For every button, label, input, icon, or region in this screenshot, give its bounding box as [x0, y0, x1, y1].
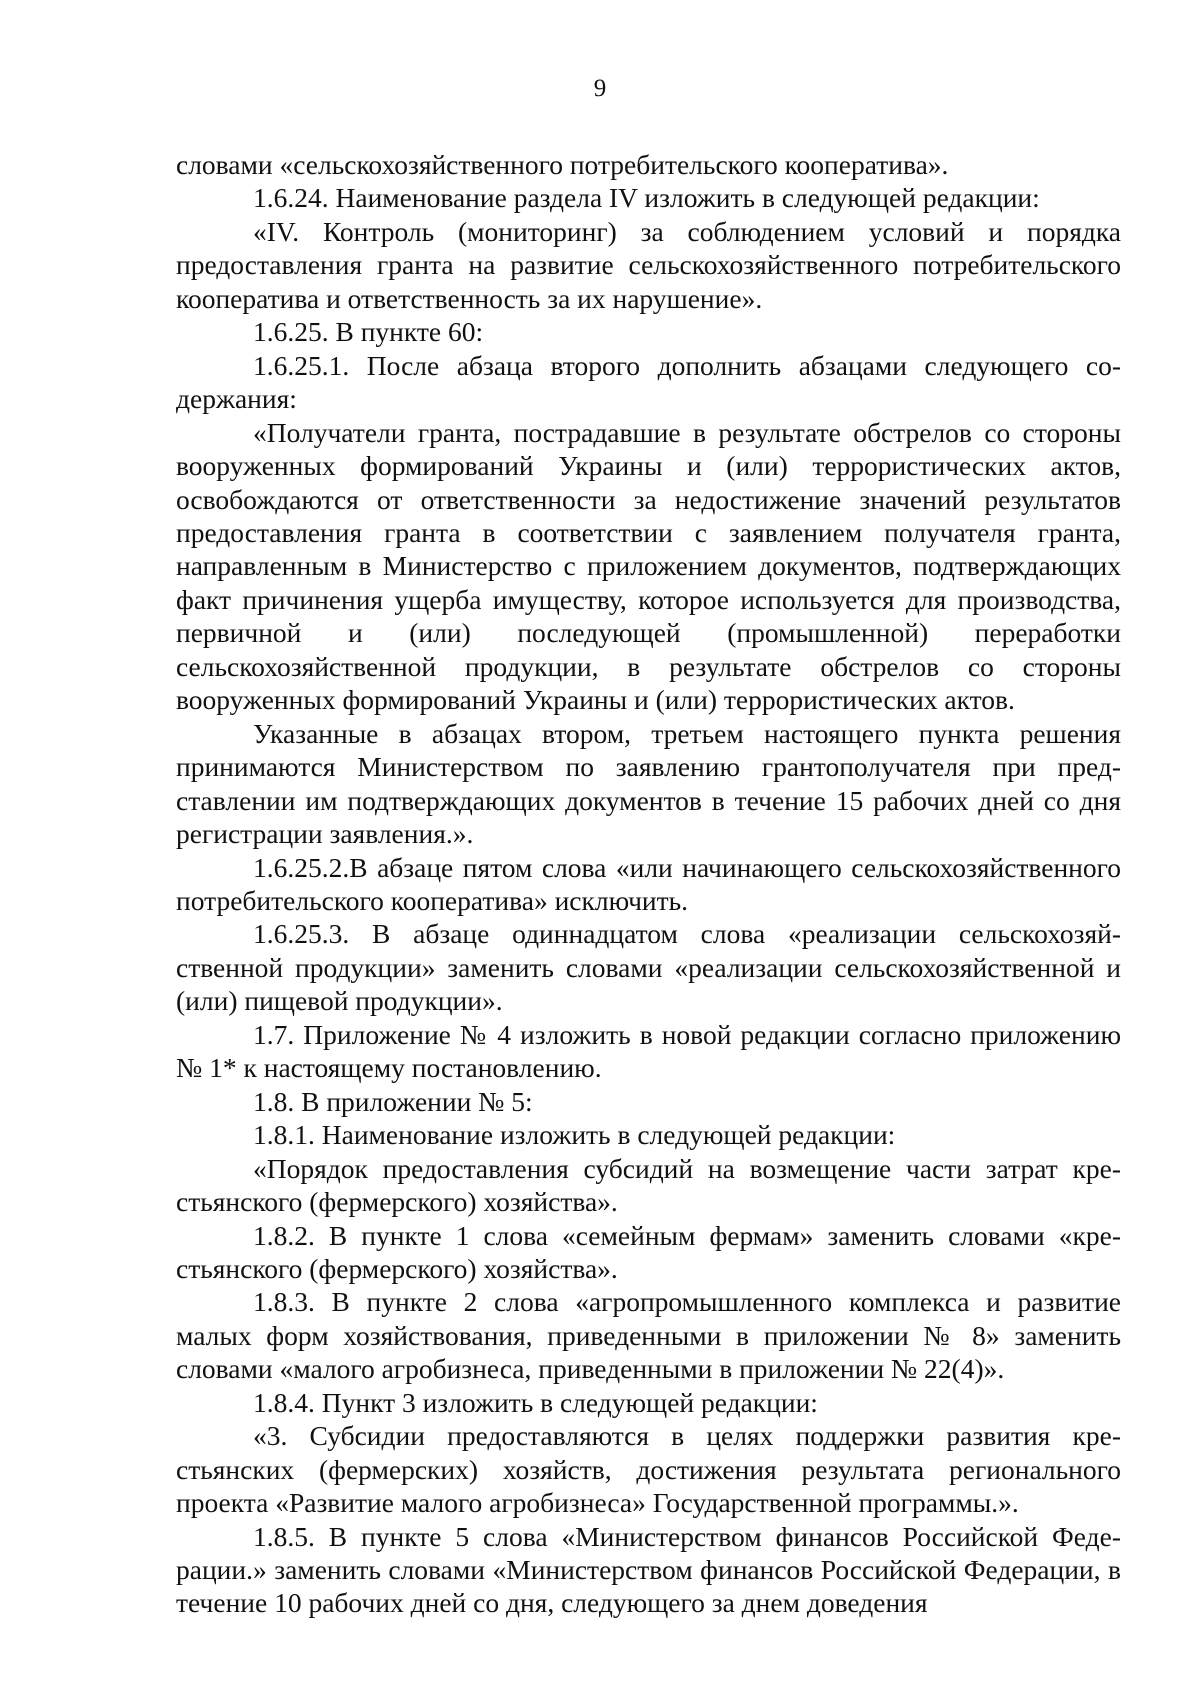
paragraph: «Получатели гранта, пострадавшие в результате обстрелов со стороны вооруженных формирований Украины и (или) террористических актов, освобождаются от ответственности за недостижение значений результатов предоставления гранта в соответствии с заявлением получателя гранта, направленным в Министерство с приложением документов, подтверждающих факт причинения ущерба имуществу, которое используется для производства, первичной и (или) последующей (промышленной) переработки сельскохозяйственной продукции, в результате обстрелов со стороны вооруженных формирований Украины и (или) террористических актов.: [176, 416, 1121, 716]
paragraph: 1.8. В приложении № 5:: [253, 1085, 533, 1117]
paragraph: 1.8.3. В пункте 2 слова «агропромышленного комплекса и развитие малых форм хозяйствования, приведенными в приложении № 8» заменить словами «малого агробизнеса, приведенными в приложении № 22(4)».: [176, 1286, 1121, 1385]
paragraph: словами «сельскохозяйственного потребительского кооператива».: [176, 149, 949, 180]
paragraph: 1.6.25.1. После абзаца второго дополнить абзацами следующего содержания:: [176, 349, 1121, 415]
paragraph: 1.6.25. В пункте 60:: [253, 316, 484, 348]
paragraph: «Порядок предоставления субсидий на возмещение части затрат крестьянского (фермерского) хозяйства».: [176, 1152, 1121, 1218]
paragraph: 1.6.25.3. В абзаце одиннадцатом слова «реализации сельскохозяйственной продукции» заменить словами «реализации сельскохозяйственной и (или) пищевой продукции».: [176, 918, 1121, 1017]
paragraph: 1.8.4. Пункт 3 изложить в следующей редакции:: [253, 1386, 818, 1418]
paragraph: 1.8.5. В пункте 5 слова «Министерством финансов Российской Федерации.» заменить словами «Министерством финансов Российской Федерации, в течение 10 рабочих дней со дня, следующего за днем доведения: [176, 1520, 1121, 1619]
paragraph: 1.7. Приложение № 4 изложить в новой редакции согласно приложению № 1* к настоящему постановлению.: [176, 1018, 1121, 1084]
paragraph: Указанные в абзацах втором, третьем настоящего пункта решения принимаются Министерством по заявлению грантополучателя при представлении им подтверждающих документов в течение 15 рабочих дней со дня регистрации заявления.».: [176, 717, 1121, 850]
page-number: 9: [593, 75, 607, 102]
paragraph: 1.6.25.2.В абзаце пятом слова «или начинающего сельскохозяйственного потребительского кооператива» исключить.: [176, 851, 1121, 916]
document-body: [176, 148, 1121, 1620]
paragraph: «3. Субсидии предоставляются в целях поддержки развития крестьянских (фермерских) хозяйств, достижения результата регионального проекта «Развитие малого агробизнеса» Государственной программы.».: [176, 1420, 1121, 1519]
paragraph: 1.8.2. В пункте 1 слова «семейным фермам» заменить словами «крестьянского (фермерского) хозяйства».: [176, 1219, 1121, 1284]
paragraph: 1.8.1. Наименование изложить в следующей редакции:: [253, 1119, 896, 1151]
paragraph: 1.6.24. Наименование раздела IV изложить в следующей редакции:: [253, 182, 1040, 214]
paragraph: «IV. Контроль (мониторинг) за соблюдением условий и порядка предоставления гранта на развитие сельскохозяйственного потребительского кооператива и ответственность за их нарушение».: [176, 215, 1121, 314]
